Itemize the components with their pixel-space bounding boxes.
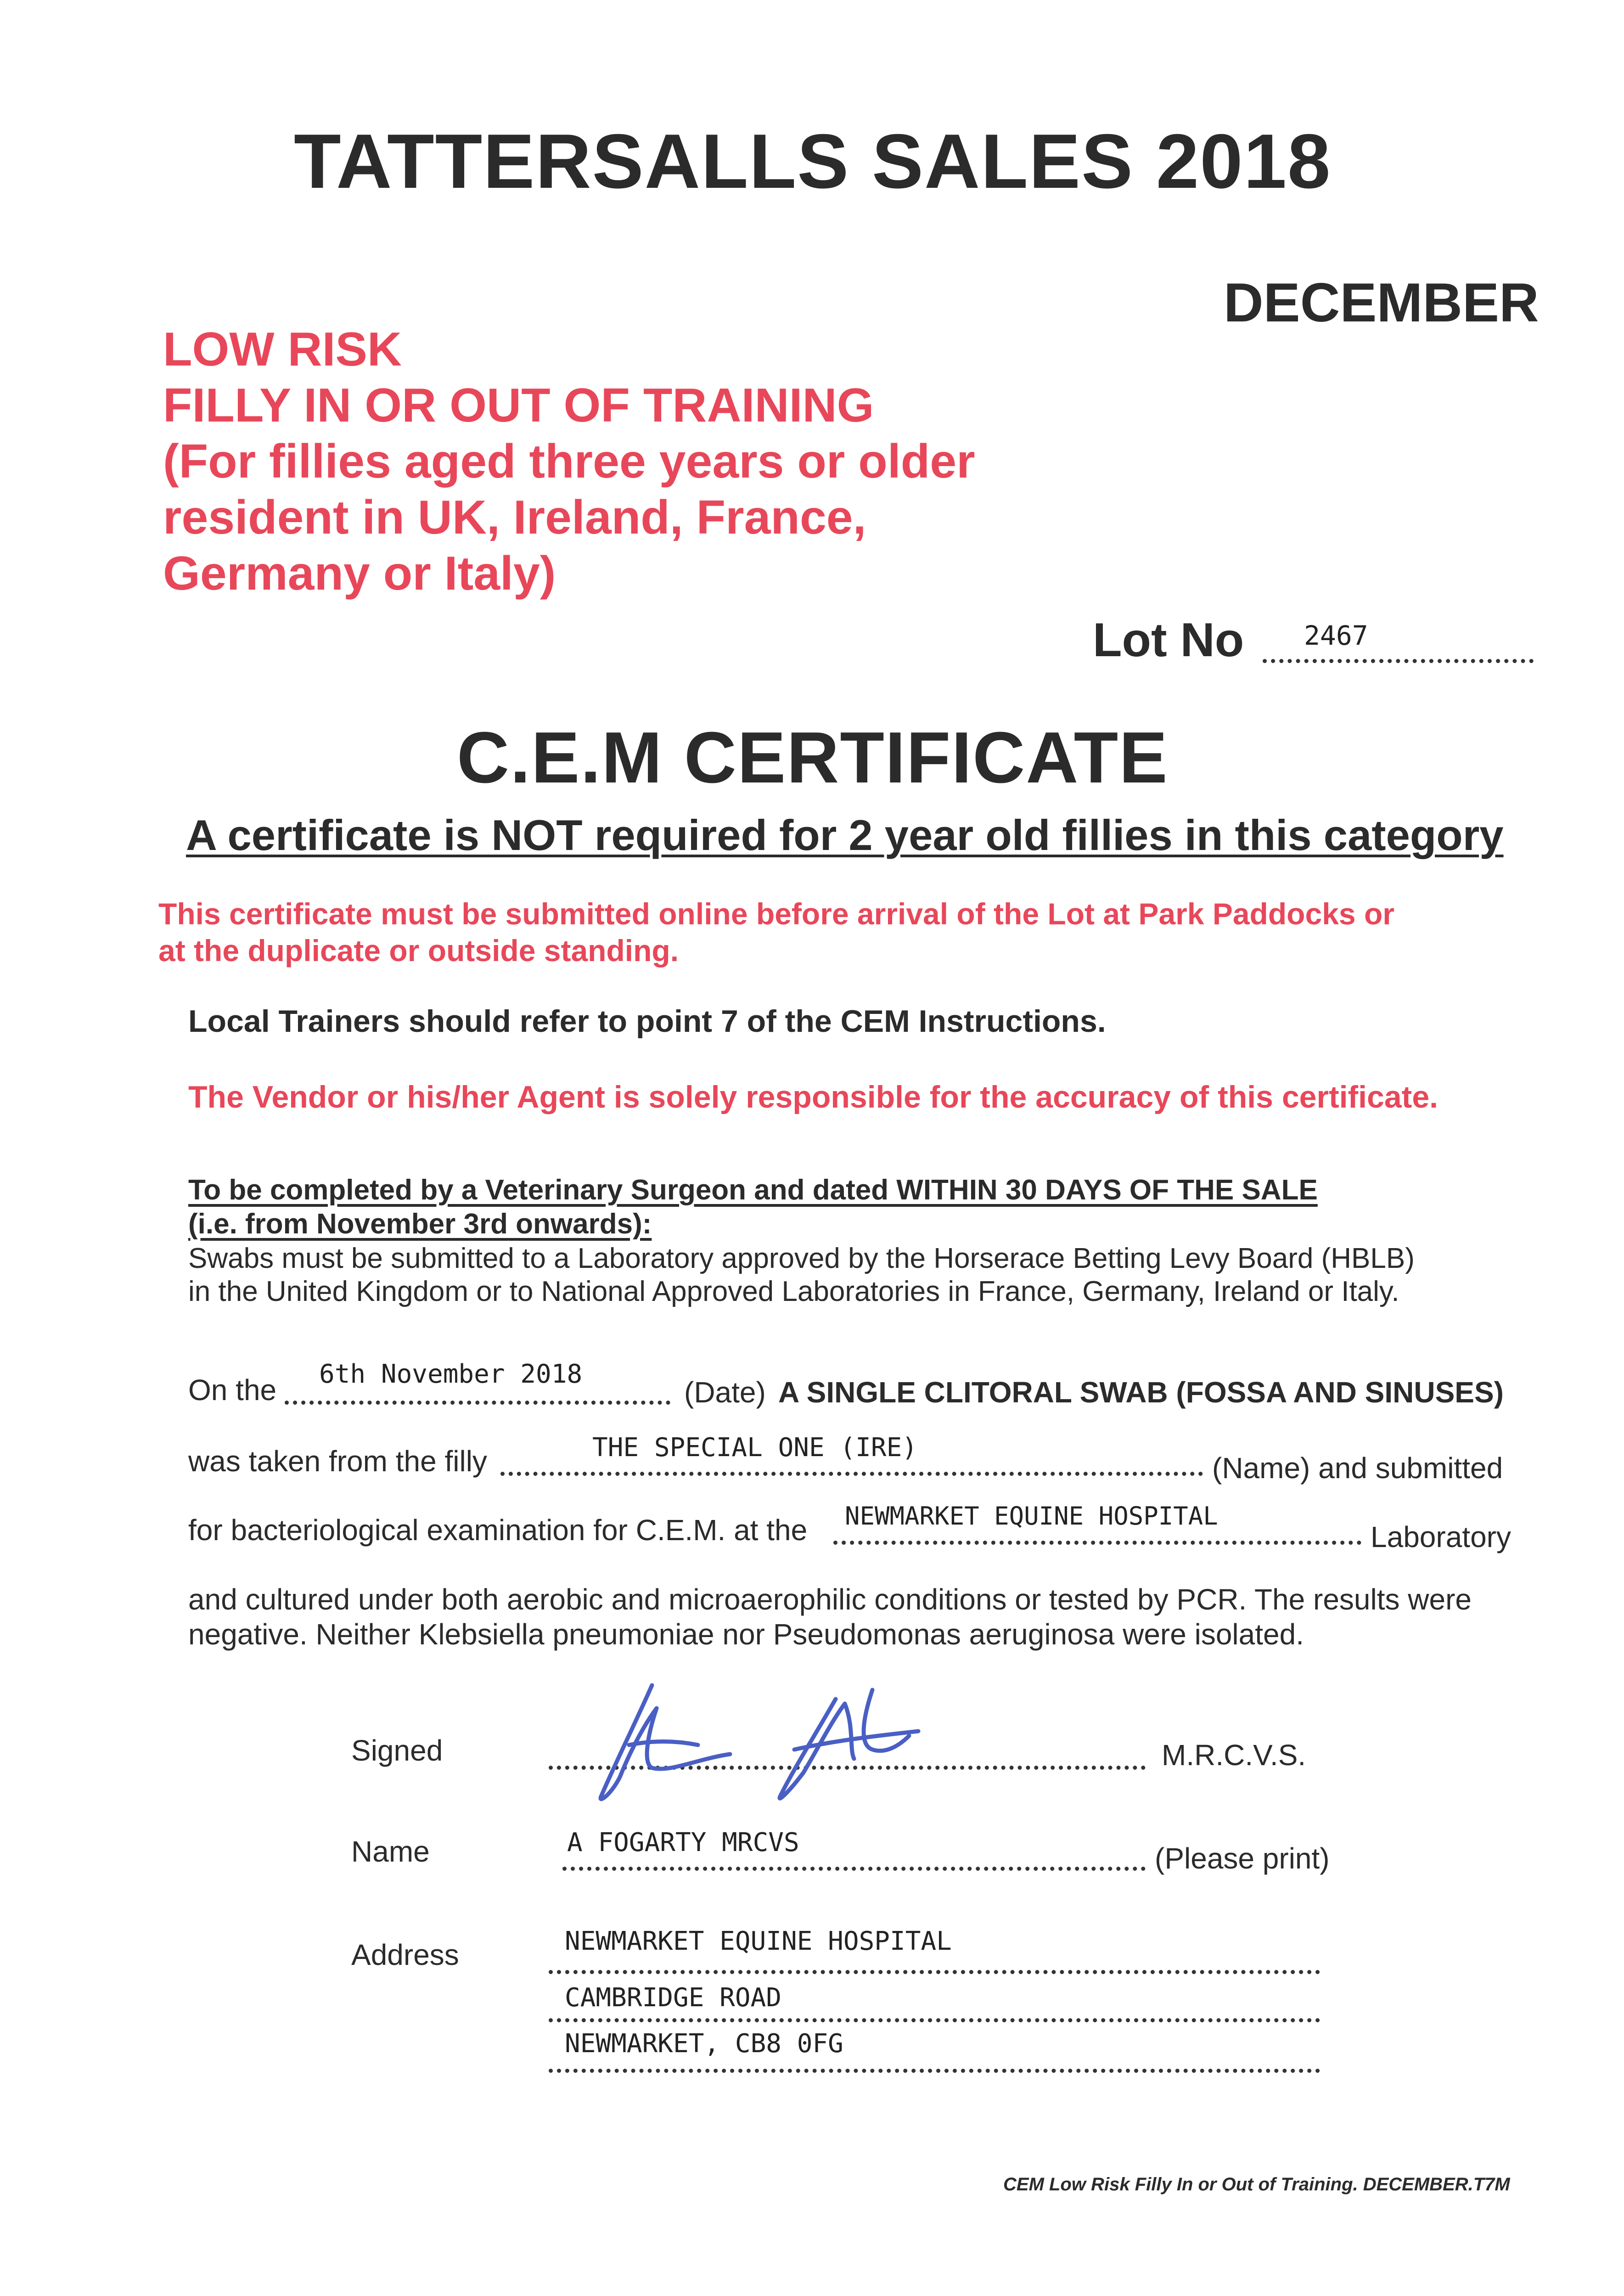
- submission-notice-line2: at the duplicate or outside standing.: [158, 934, 679, 968]
- lab-label: for bacteriological examination for C.E.M. at the: [188, 1514, 808, 1547]
- address-line-1[interactable]: NEWMARKET EQUINE HOSPITAL: [565, 1926, 952, 1956]
- category-risk: LOW RISK: [163, 323, 402, 376]
- category-residence: resident in UK, Ireland, France,: [163, 491, 866, 544]
- category-block: [163, 321, 975, 602]
- vet-instructions: [188, 1173, 1318, 1241]
- local-trainers-note: Local Trainers should refer to point 7 of the CEM Instructions.: [188, 1004, 1106, 1039]
- lot-dotted-line: [1263, 659, 1534, 663]
- filly-label: was taken from the filly: [188, 1445, 487, 1478]
- address-dotted-line-1: [549, 1970, 1320, 1974]
- vet-name-field[interactable]: A FOGARTY MRCVS: [567, 1828, 799, 1857]
- lab-suffix: Laboratory: [1371, 1520, 1511, 1553]
- page-title: TATTERSALLS SALES 2018: [294, 118, 1332, 204]
- vet-instructions-line1: To be completed by a Veterinary Surgeon and dated WITHIN 30 DAYS OF THE SALE: [188, 1174, 1318, 1206]
- address-label: Address: [351, 1938, 459, 1971]
- certificate-title: C.E.M CERTIFICATE: [457, 717, 1169, 798]
- category-age: (For fillies aged three years or older: [163, 435, 975, 488]
- results-line1: and cultured under both aerobic and microaerophilic conditions or tested by PCR. The results were: [188, 1583, 1472, 1616]
- sale-month: DECEMBER: [1224, 272, 1539, 333]
- signed-label: Signed: [351, 1734, 443, 1767]
- on-the-label: On the: [188, 1373, 277, 1407]
- swab-description: A SINGLE CLITORAL SWAB (FOSSA AND SINUSES): [778, 1376, 1504, 1409]
- date-field[interactable]: 6th November 2018: [319, 1359, 583, 1389]
- lab-dotted-line: [833, 1541, 1361, 1545]
- lot-label: Lot No: [1093, 613, 1244, 667]
- signature-image: [579, 1671, 1038, 1809]
- submission-notice: [158, 895, 1394, 969]
- swab-instructions-line2: in the United Kingdom or to National Approved Laboratories in France, Germany, Ireland or Italy.: [188, 1276, 1399, 1307]
- lot-number-value: 2467: [1304, 620, 1368, 651]
- mrcvs-label: M.R.C.V.S.: [1162, 1739, 1306, 1772]
- filly-dotted-line: [500, 1472, 1203, 1476]
- filly-suffix: (Name) and submitted: [1212, 1452, 1503, 1485]
- swab-instructions: [188, 1242, 1415, 1308]
- category-type: FILLY IN OR OUT OF TRAINING: [163, 379, 874, 432]
- please-print-label: (Please print): [1155, 1842, 1330, 1875]
- address-line-3[interactable]: NEWMARKET, CB8 0FG: [565, 2029, 843, 2059]
- category-countries: Germany or Italy): [163, 547, 556, 600]
- results-statement: [188, 1582, 1472, 1652]
- lab-name-field[interactable]: NEWMARKET EQUINE HOSPITAL: [845, 1502, 1218, 1531]
- date-suffix: (Date): [684, 1376, 766, 1409]
- results-line2: negative. Neither Klebsiella pneumoniae nor Pseudomonas aeruginosa were isolated.: [188, 1618, 1304, 1651]
- filly-name-field[interactable]: THE SPECIAL ONE (IRE): [592, 1433, 918, 1463]
- address-dotted-line-3: [549, 2069, 1320, 2073]
- date-dotted-line: [285, 1401, 670, 1405]
- not-required-note: A certificate is NOT required for 2 year old fillies in this category: [186, 811, 1504, 859]
- swab-instructions-line1: Swabs must be submitted to a Laboratory approved by the Horserace Betting Levy Board (HBLB): [188, 1243, 1415, 1274]
- name-label: Name: [351, 1835, 430, 1868]
- address-dotted-line-2: [549, 2018, 1320, 2022]
- address-line-2[interactable]: CAMBRIDGE ROAD: [565, 1983, 782, 2013]
- vendor-responsibility-note: The Vendor or his/her Agent is solely responsible for the accuracy of this certificate.: [188, 1080, 1439, 1114]
- name-dotted-line: [562, 1867, 1146, 1871]
- footer-form-code: CEM Low Risk Filly In or Out of Training. DECEMBER.T7M: [1003, 2174, 1510, 2195]
- vet-instructions-line2: (i.e. from November 3rd onwards):: [188, 1208, 652, 1240]
- submission-notice-line1: This certificate must be submitted online before arrival of the Lot at Park Paddocks or: [158, 897, 1394, 931]
